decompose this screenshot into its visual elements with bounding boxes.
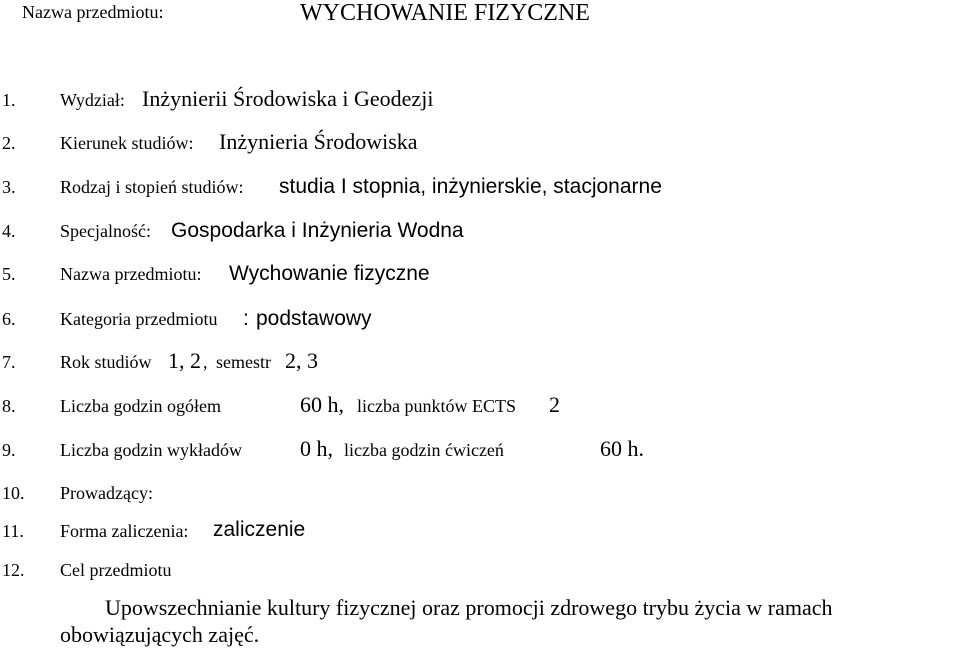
lecture-hours-label: Liczba godzin wykładów — [60, 440, 242, 460]
item-number: 5. — [2, 264, 16, 284]
total-hours-label: Liczba godzin ogółem — [60, 396, 221, 416]
item-number: 11. — [2, 521, 24, 541]
item-number: 3. — [2, 177, 16, 197]
item-number: 2. — [2, 133, 16, 153]
total-hours-value: 60 h, — [300, 392, 344, 417]
category-value: podstawowy — [256, 307, 372, 330]
exercise-hours-label: liczba godzin ćwiczeń — [344, 440, 504, 460]
goal-text-line1: Upowszechnianie kultury fizycznej oraz promocji zdrowego trybu życia w ramach — [105, 595, 833, 620]
faculty-value: Inżynierii Środowiska i Geodezji — [142, 86, 434, 111]
faculty-label: Wydział: — [60, 90, 125, 110]
course-title: WYCHOWANIE FIZYCZNE — [300, 0, 590, 26]
category-label: Kategoria przedmiotu — [60, 309, 218, 329]
year-value: 1, 2 — [168, 348, 201, 373]
item-number: 8. — [2, 396, 16, 416]
specialty-value: Gospodarka i Inżynieria Wodna — [171, 219, 464, 242]
item-number: 1. — [2, 90, 16, 110]
year-separator: , — [203, 352, 208, 372]
item-number: 10. — [2, 483, 25, 503]
item-number: 12. — [2, 560, 25, 580]
item-number: 6. — [2, 309, 16, 329]
item-number: 4. — [2, 221, 16, 241]
ects-label: liczba punktów ECTS — [357, 396, 516, 416]
ects-value: 2 — [549, 392, 560, 417]
specialty-label: Specjalność: — [60, 221, 151, 241]
exercise-hours-value: 60 h. — [600, 436, 644, 461]
category-colon: : — [243, 307, 249, 330]
item-number: 7. — [2, 352, 16, 372]
item-number: 9. — [2, 440, 16, 460]
assessment-label: Forma zaliczenia: — [60, 521, 189, 541]
study-type-value: studia I stopnia, inżynierskie, stacjonarne — [279, 175, 662, 198]
lecture-hours-value: 0 h, — [300, 436, 333, 461]
course-name-label: Nazwa przedmiotu: — [60, 264, 202, 284]
course-name-value: Wychowanie fizyczne — [229, 262, 430, 285]
study-type-label: Rodzaj i stopień studiów: — [60, 177, 244, 197]
field-label: Kierunek studiów: — [60, 133, 194, 153]
goal-label: Cel przedmiotu — [60, 560, 172, 580]
semester-value: 2, 3 — [285, 348, 318, 373]
year-label: Rok studiów — [60, 352, 152, 372]
assessment-value: zaliczenie — [213, 518, 306, 541]
header-label: Nazwa przedmiotu: — [22, 2, 164, 22]
field-value: Inżynieria Środowiska — [219, 129, 418, 154]
instructor-label: Prowadzący: — [60, 483, 153, 503]
goal-text-line2: obowiązujących zajęć. — [60, 622, 260, 647]
semester-label: semestr — [216, 352, 271, 372]
